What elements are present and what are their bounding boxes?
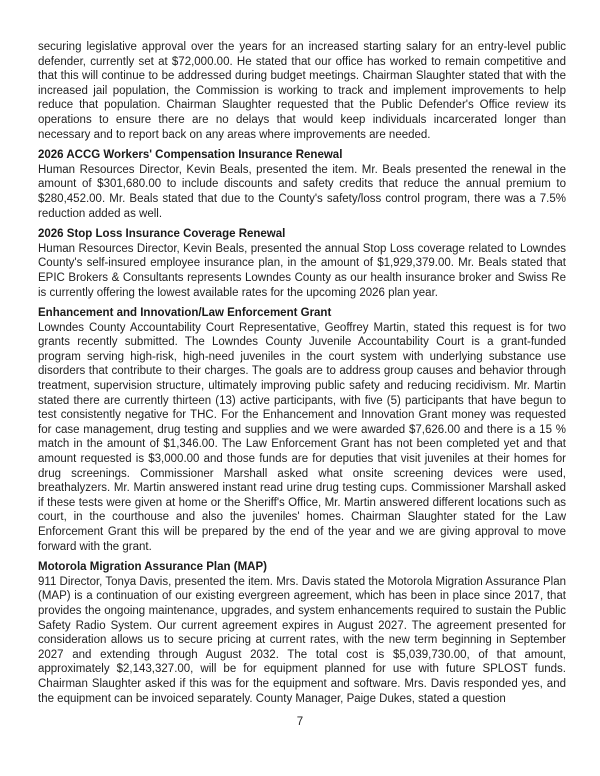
section-heading-motorola-map: Motorola Migration Assurance Plan (MAP) xyxy=(38,561,267,574)
section-continuation-paragraph xyxy=(38,40,566,142)
section-accg-workers-comp xyxy=(38,148,566,221)
section-heading-accg-workers-comp: 2026 ACCG Workers' Compensation Insurance Renewal xyxy=(38,149,343,162)
paragraph-stop-loss: Human Resources Director, Kevin Beals, presented the annual Stop Loss coverage related to Lowndes County's self-insured employee insurance plan, in the amount of $1,929,379.00. Mr. Beals stated that EPIC Brokers & Consultants represents Lowndes County as our health insurance broker and Swiss Re is currently offering the lowest available rates for the upcoming 2026 plan year. xyxy=(38,242,566,299)
section-motorola-map xyxy=(38,560,566,706)
section-heading-stop-loss: 2026 Stop Loss Insurance Coverage Renewal xyxy=(38,228,286,241)
page-number: 7 xyxy=(296,716,304,729)
paragraph-enhancement-grant: Lowndes County Accountability Court Representative, Geoffrey Martin, stated this request is for two grants recently submitted. The Lowndes County Juvenile Accountability Court is a grant-funded program serving high-risk, high-need juveniles in the court system with underlying substance use disorders that contribute to their charges. The goals are to address group causes and behavior through treatment, supervision structure, ultimately improving public safety and reducing recidivism. Mr. Martin stated there are currently thirteen (13) active participants, with five (5) participants that have begun to test consistently negative for THC. For the Enhancement and Innovation Grant money was requested for case management, drug testing and supplies and we were awarded $7,626.00 and there is a 15 % match in the amount of $1,346.00. The Law Enforcement Grant has not been completed yet and that amount requested is $3,000.00 and those funds are for deputies that visit juveniles at their homes for drug screenings. Commissioner Marshall asked what onsite screening devices were used, breathalyzers. Mr. Martin answered instant read urine drug testing cups. Commissioner Marshall asked if these tests were given at home or the Sheriff's Office, Mr. Martin answered different locations such as court, in the courthouse and also the juveniles' homes. Chairman Slaughter stated for the Law Enforcement Grant this will be prepared by the end of the year and we are giving approval to move forward with the grant. xyxy=(38,321,566,553)
section-enhancement-grant xyxy=(38,306,566,554)
section-heading-enhancement-grant: Enhancement and Innovation/Law Enforcement Grant xyxy=(38,307,332,320)
paragraph-accg-workers-comp: Human Resources Director, Kevin Beals, presented the item. Mr. Beals presented the renewal in the amount of $301,680.00 to include discounts and safety credits that reduce the annual premium to $280,452.00. Mr. Beals stated that due to the County's safety/loss control program, there was a 7.5% reduction added as well. xyxy=(38,163,566,220)
section-stop-loss xyxy=(38,227,566,300)
paragraph-public-defender-continuation: securing legislative approval over the years for an increased starting salary for an entry-level public defender, currently set at $72,000.00. He stated that our office has worked to remain competitive and that this will continue to be addressed during budget meetings. Chairman Slaughter stated that with the increased jail population, the Commission is working to track and implement improvements to help reduce that population. Chairman Slaughter requested that the Public Defender's Office review its operations to ensure there are no delays that would keep individuals incarcerated longer than necessary and to report back on any areas where improvements are needed. xyxy=(38,41,566,141)
paragraph-motorola-map: 911 Director, Tonya Davis, presented the item. Mrs. Davis stated the Motorola Migration Assurance Plan (MAP) is a continuation of our existing evergreen agreement, which has been in place since 2017, that provides the ongoing maintenance, upgrades, and system enhancements required to sustain the Public Safety Radio System. Our current agreement expires in August 2027. The agreement presented for consideration allows us to secure pricing at current rates, with the new term beginning in September 2027 and extending through August 2032. The total cost is $5,039,730.00, of that amount, approximately $2,143,327.00, will be for equipment planned for use with future SPLOST funds. Chairman Slaughter asked if this was for the equipment and software. Mrs. Davis responded yes, and the equipment can be invoiced separately. County Manager, Paige Dukes, stated a question xyxy=(38,575,566,705)
